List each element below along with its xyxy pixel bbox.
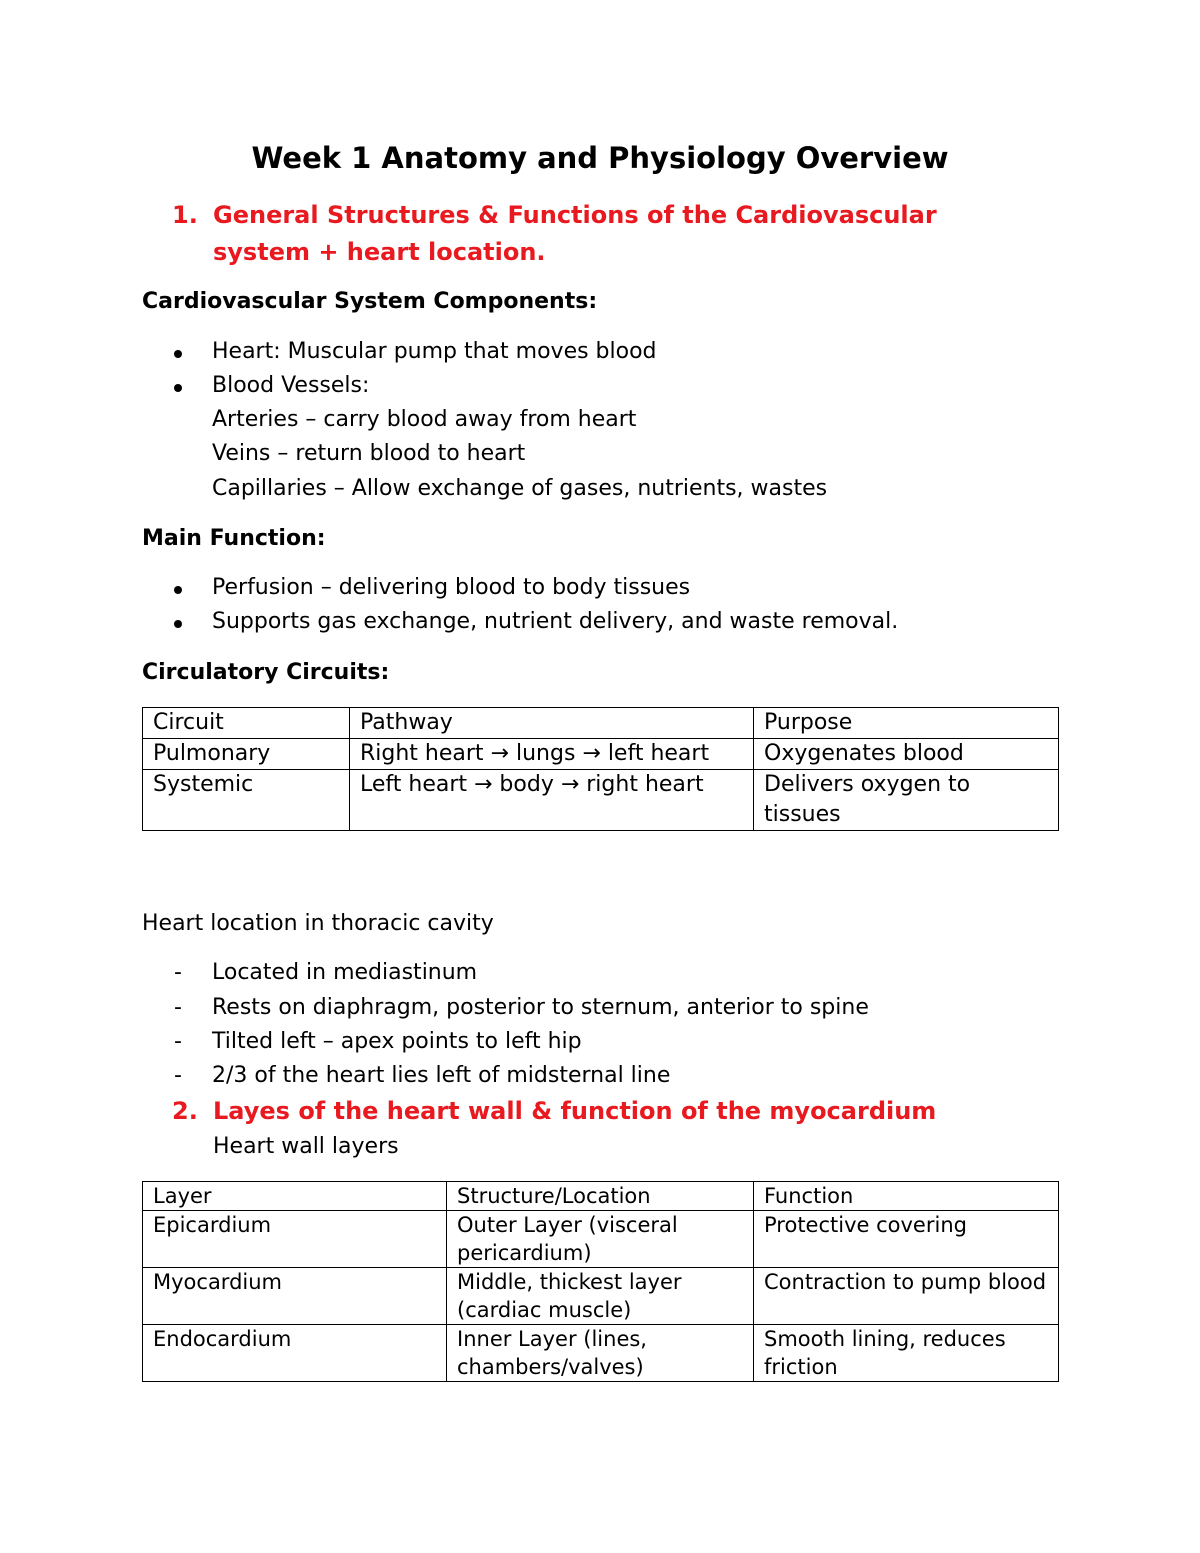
main-function-heading: Main Function: (142, 526, 326, 551)
list-item-text: Blood Vessels: (212, 373, 370, 398)
list-item (174, 1025, 582, 1059)
dash-marker: - (174, 1029, 182, 1054)
table-cell: Contraction to pump blood (754, 1268, 1059, 1325)
table-cell: Inner Layer (lines, chambers/valves) (447, 1325, 754, 1382)
section-1-heading-line-2: system + heart location. (213, 238, 546, 266)
table-cell: Protective covering (754, 1211, 1059, 1268)
table-cell: Left heart → body → right heart (350, 770, 754, 831)
table-header-row (143, 1182, 1059, 1211)
list-item (212, 605, 898, 639)
section-1-heading (172, 197, 1072, 271)
section-2-number: 2. (172, 1097, 198, 1125)
table-row (143, 1268, 1059, 1325)
location-heading: Heart location in thoracic cavity (142, 911, 494, 936)
list-item (212, 571, 690, 605)
heart-wall-layers-label: Heart wall layers (213, 1134, 399, 1159)
header-cell: Purpose (754, 708, 1059, 739)
table-cell: Middle, thickest layer (cardiac muscle) (447, 1268, 754, 1325)
dash-marker: - (174, 995, 182, 1020)
dash-marker: - (174, 960, 182, 985)
list-item-text: Supports gas exchange, nutrient delivery, and waste removal. (212, 609, 899, 634)
table-cell: Delivers oxygen to tissues (754, 770, 1059, 831)
header-cell: Layer (143, 1182, 447, 1211)
components-heading: Cardiovascular System Components: (142, 289, 598, 314)
bullet-icon (174, 350, 182, 358)
list-item-text: 2/3 of the heart lies left of midsternal line (212, 1063, 671, 1088)
table-row (143, 770, 1059, 831)
circuits-table (142, 707, 1059, 831)
list-item-text: Tilted left – apex points to left hip (212, 1029, 582, 1054)
table-cell: Endocardium (143, 1325, 447, 1382)
list-item (174, 956, 478, 990)
list-item-text: Heart: Muscular pump that moves blood (212, 339, 657, 364)
header-cell: Function (754, 1182, 1059, 1211)
table-cell: Pulmonary (143, 739, 350, 770)
section-1-number: 1. (172, 201, 198, 229)
header-cell: Pathway (350, 708, 754, 739)
list-item (174, 1059, 671, 1093)
heart-layers-table (142, 1181, 1059, 1382)
table-row (143, 739, 1059, 770)
list-item-text: Perfusion – delivering blood to body tissues (212, 575, 691, 600)
table-cell: Oxygenates blood (754, 739, 1059, 770)
table-cell: Smooth lining, reduces friction (754, 1325, 1059, 1382)
header-cell: Circuit (143, 708, 350, 739)
vessel-line-capillaries: Capillaries – Allow exchange of gases, nutrients, wastes (212, 476, 828, 501)
header-cell: Structure/Location (447, 1182, 754, 1211)
table-cell: Systemic (143, 770, 350, 831)
table-row (143, 1325, 1059, 1382)
dash-marker: - (174, 1063, 182, 1088)
table-cell: Right heart → lungs → left heart (350, 739, 754, 770)
circuits-heading: Circulatory Circuits: (142, 660, 390, 685)
table-cell: Myocardium (143, 1268, 447, 1325)
page-title: Week 1 Anatomy and Physiology Overview (251, 141, 949, 175)
bullet-icon (174, 620, 182, 628)
list-item-text: Rests on diaphragm, posterior to sternum, anterior to spine (212, 995, 869, 1020)
list-item (174, 991, 869, 1025)
section-2-heading-text: Layes of the heart wall & function of the myocardium (213, 1097, 937, 1125)
bullet-icon (174, 384, 182, 392)
bullet-icon (174, 586, 182, 594)
table-row (143, 1211, 1059, 1268)
list-item-text: Located in mediastinum (212, 960, 478, 985)
table-header-row (143, 708, 1059, 739)
list-item (212, 369, 369, 403)
table-cell: Outer Layer (visceral pericardium) (447, 1211, 754, 1268)
section-1-heading-line-1: General Structures & Functions of the Cardiovascular (213, 201, 937, 229)
vessel-line-veins: Veins – return blood to heart (212, 441, 526, 466)
list-item (212, 335, 657, 369)
table-cell: Epicardium (143, 1211, 447, 1268)
vessel-line-arteries: Arteries – carry blood away from heart (212, 407, 637, 432)
section-2-heading (172, 1093, 1072, 1130)
